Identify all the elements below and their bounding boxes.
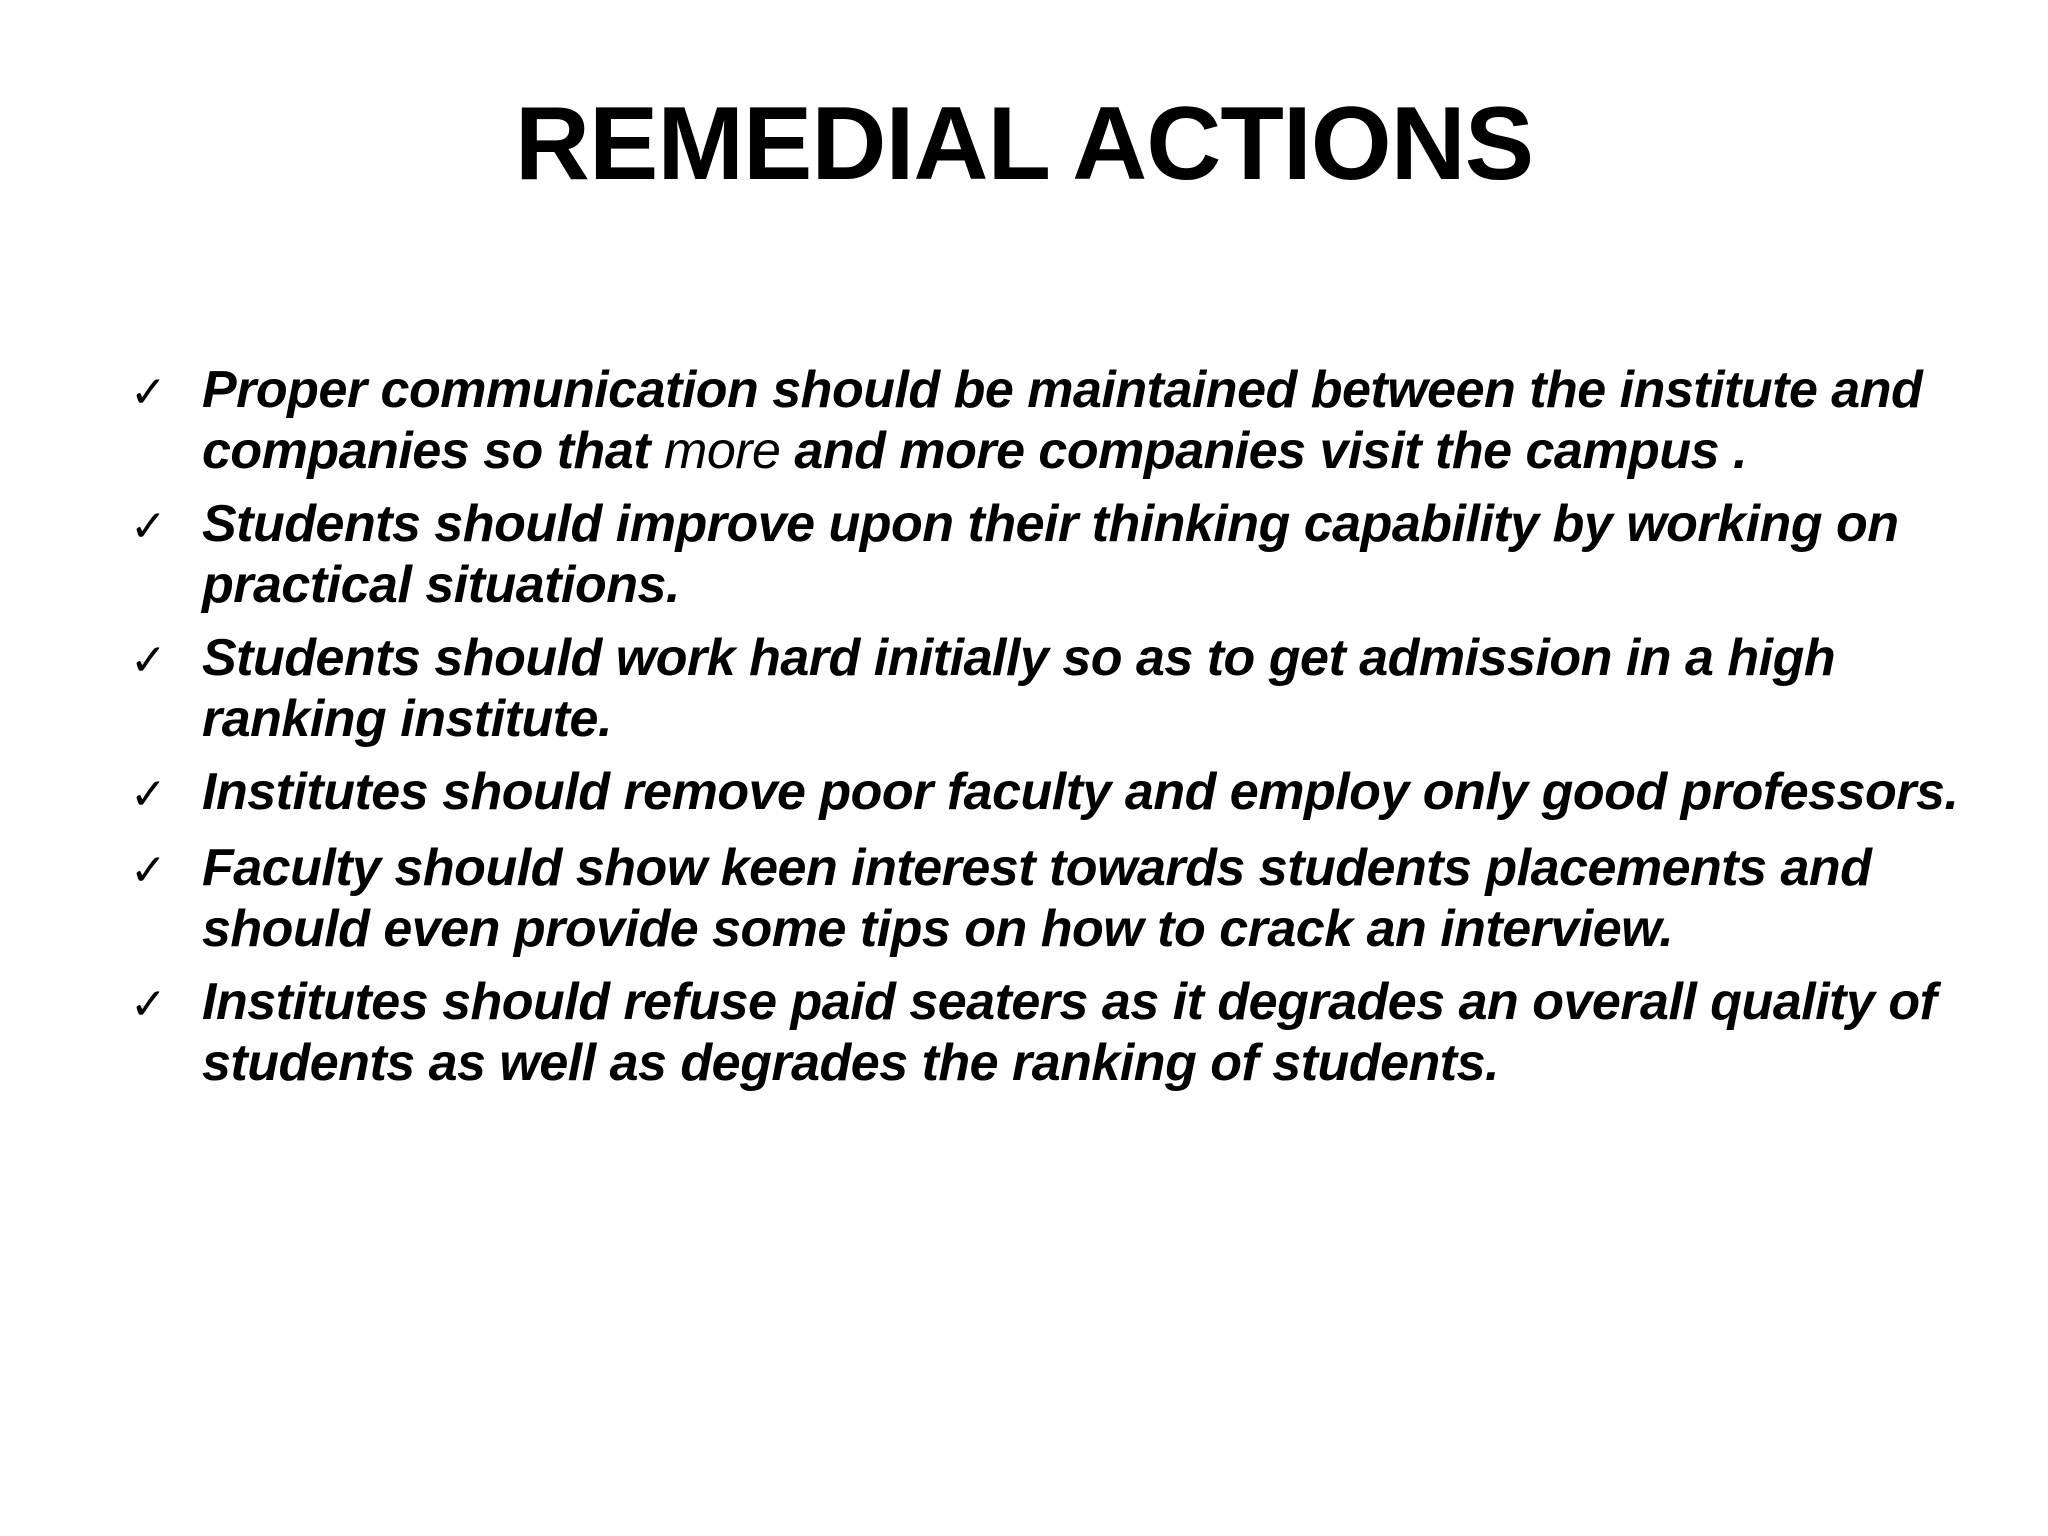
list-item	[130, 972, 1970, 1094]
bullet-text: Faculty should show keen interest towards students placements and should even provide some tips on how to crack an interview.	[202, 839, 1872, 958]
bullet-text: Institutes should remove poor faculty and employ only good professors.	[202, 763, 1959, 821]
bullet-text	[202, 360, 1970, 482]
bullet-text-part: Proper communication should be maintained between the institute and companies so that	[202, 361, 1923, 480]
bullet-text: Institutes should refuse paid seaters as it degrades an overall quality of students as well as degrades the ranking of students.	[202, 973, 1937, 1092]
list-item	[130, 628, 1970, 750]
bullet-list	[130, 360, 1970, 1106]
checkmark-icon: ✓	[130, 367, 167, 418]
bullet-text-part: more	[664, 422, 781, 480]
bullet-text: Students should improve upon their thinking capability by working on practical situations.	[202, 495, 1899, 614]
slide-title: REMEDIAL ACTIONS	[514, 86, 1534, 202]
checkmark-icon: ✓	[130, 769, 167, 820]
checkmark-icon: ✓	[130, 845, 167, 896]
checkmark-icon: ✓	[130, 635, 167, 686]
list-item	[130, 360, 1970, 482]
checkmark-icon: ✓	[130, 501, 167, 552]
list-item	[130, 838, 1970, 960]
checkmark-icon: ✓	[130, 979, 167, 1030]
list-item	[130, 762, 1970, 826]
bullet-text-part: and more companies visit the campus .	[780, 422, 1747, 480]
bullet-text: Students should work hard initially so as to get admission in a high ranking institute.	[202, 629, 1836, 748]
list-item	[130, 494, 1970, 616]
